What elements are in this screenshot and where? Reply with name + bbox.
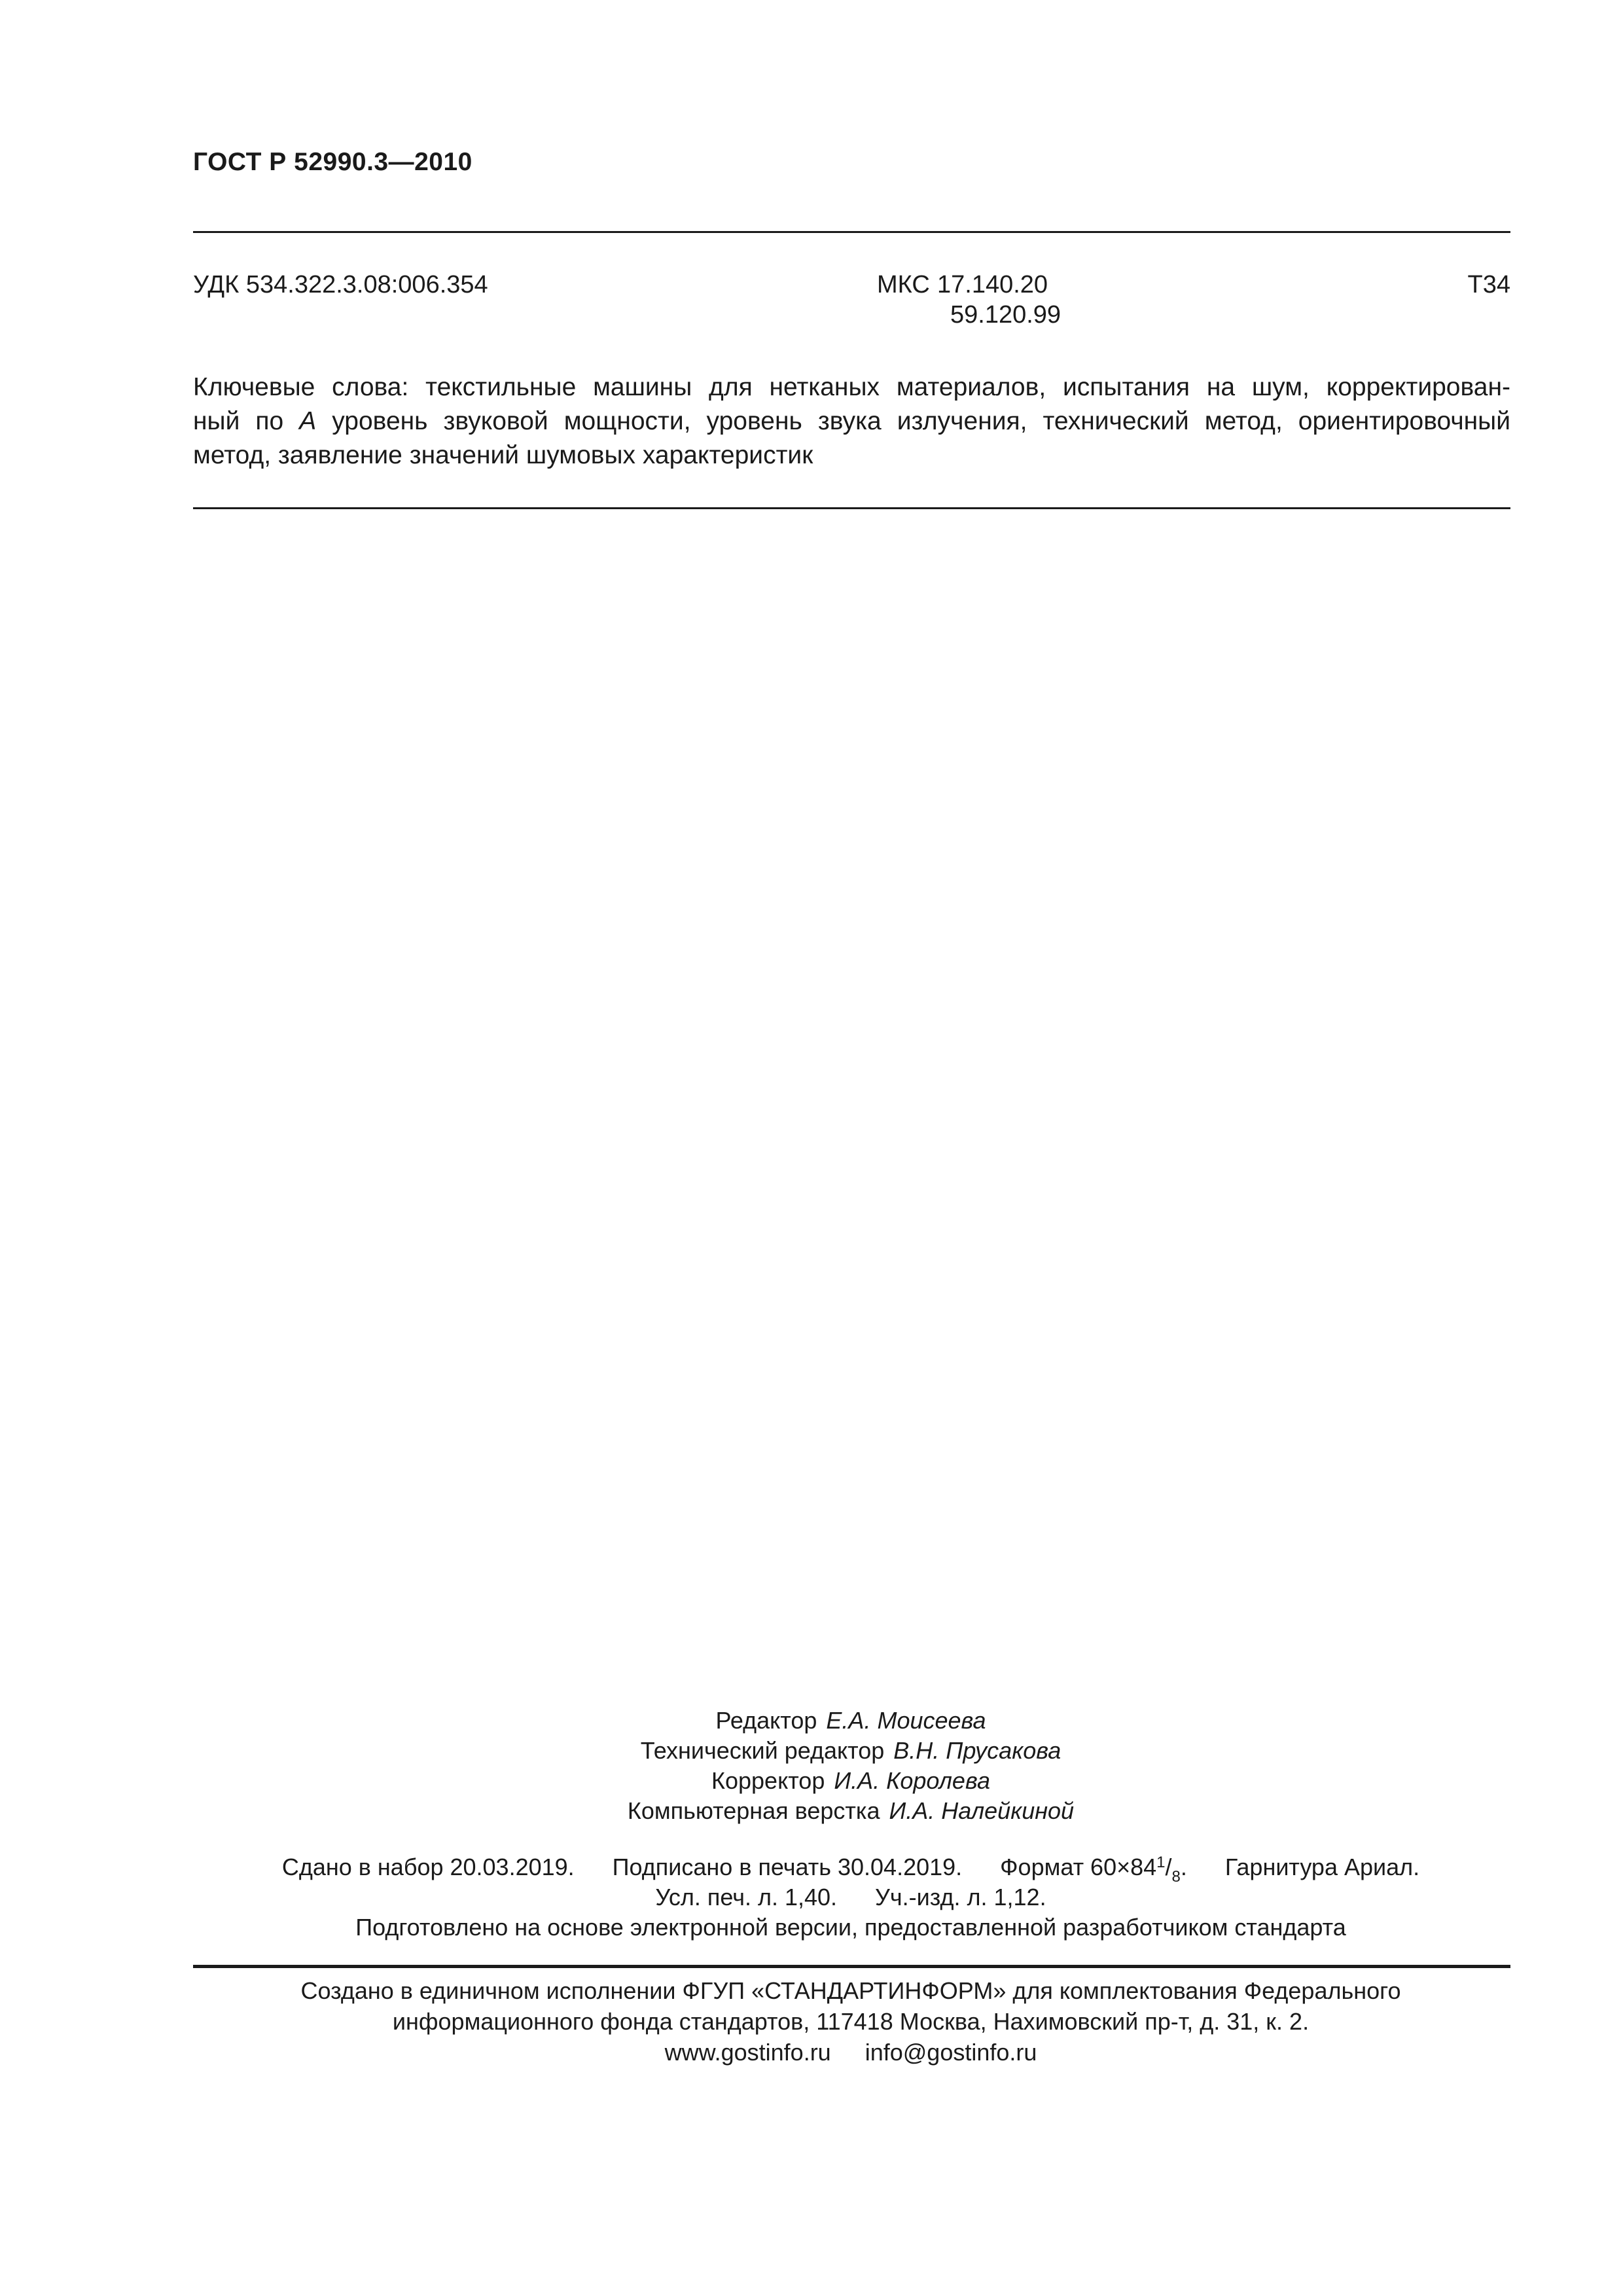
format-sup: 1 [1156, 1854, 1166, 1871]
keywords-text: уровень звуковой мощности, уровень звука излучения, технический метод, ориентировочный [316, 407, 1510, 435]
mks-codes [877, 270, 1073, 330]
mks-label: МКС [877, 271, 930, 298]
publisher-sheets: Уч.-изд. л. 1,12. [875, 1884, 1046, 1910]
credit-role: Компьютерная верстка [627, 1797, 880, 1824]
standard-number: ГОСТ Р 52990.3—2010 [193, 148, 473, 176]
publication-info [0, 1852, 1623, 1943]
publication-row-2 [0, 1882, 1623, 1912]
publication-row-1 [0, 1852, 1623, 1886]
format-text: Формат 60×84 [1000, 1854, 1157, 1880]
credit-person: Е.А. Моисеева [826, 1707, 986, 1734]
website-link[interactable]: www.gostinfo.ru [664, 2039, 831, 2066]
keywords-text: ный по [193, 407, 300, 435]
imprint-block [0, 1975, 1623, 2068]
okstu-code: Т34 [1467, 271, 1510, 298]
format-suffix: . [1180, 1854, 1187, 1880]
imprint-line: Создано в единичном исполнении ФГУП «СТАНДАРТИНФОРМ» для комплектования Федерального [300, 1977, 1401, 2004]
mks-row-1 [877, 270, 1073, 300]
paper-format [1000, 1854, 1187, 1886]
credit-role: Корректор [711, 1767, 825, 1794]
credit-proofreader [0, 1766, 1623, 1796]
credit-role: Редактор [715, 1707, 817, 1734]
credit-role: Технический редактор [640, 1737, 885, 1764]
credit-tech-editor [0, 1736, 1623, 1766]
keywords-line: Ключевые слова: текстильные машины для нетканых материалов, испытания на шум, корректирован- [193, 373, 1510, 401]
keywords-italic-letter: А [299, 407, 317, 435]
email-link[interactable]: info@gostinfo.ru [865, 2039, 1037, 2066]
credit-person: И.А. Королева [834, 1767, 990, 1794]
mks-code: 17.140.20 [937, 271, 1048, 298]
keywords-line: метод, заявление значений шумовых характеристик [193, 441, 813, 469]
typeset-date: Сдано в набор 20.03.2019. [281, 1854, 575, 1880]
keywords-divider [193, 507, 1510, 509]
format-sub: 8 [1171, 1868, 1181, 1886]
keywords-line [193, 404, 1510, 439]
imprint-line: информационного фонда стандартов, 117418 Москва, Нахимовский пр-т, д. 31, к. 2. [392, 2008, 1310, 2035]
imprint-contacts [0, 2037, 1623, 2068]
credit-person: В.Н. Прусакова [893, 1737, 1061, 1764]
format-slash: / [1165, 1854, 1172, 1880]
signed-date: Подписано в печать 30.04.2019. [612, 1854, 963, 1880]
keywords-paragraph [193, 370, 1510, 473]
credit-person: И.А. Налейкиной [889, 1797, 1075, 1824]
imprint-divider [193, 1965, 1510, 1968]
typeface: Гарнитура Ариал. [1224, 1854, 1420, 1880]
credits-block [0, 1706, 1623, 1826]
udc-code: УДК 534.322.3.08:006.354 [193, 271, 488, 298]
credit-layout [0, 1796, 1623, 1826]
mks-code: 59.120.99 [950, 301, 1061, 329]
prepared-note: Подготовлено на основе электронной версии, предоставленной разработчиком стандарта [355, 1914, 1346, 1941]
top-divider [193, 231, 1510, 233]
credit-editor [0, 1706, 1623, 1736]
print-sheets: Усл. печ. л. 1,40. [655, 1884, 838, 1910]
